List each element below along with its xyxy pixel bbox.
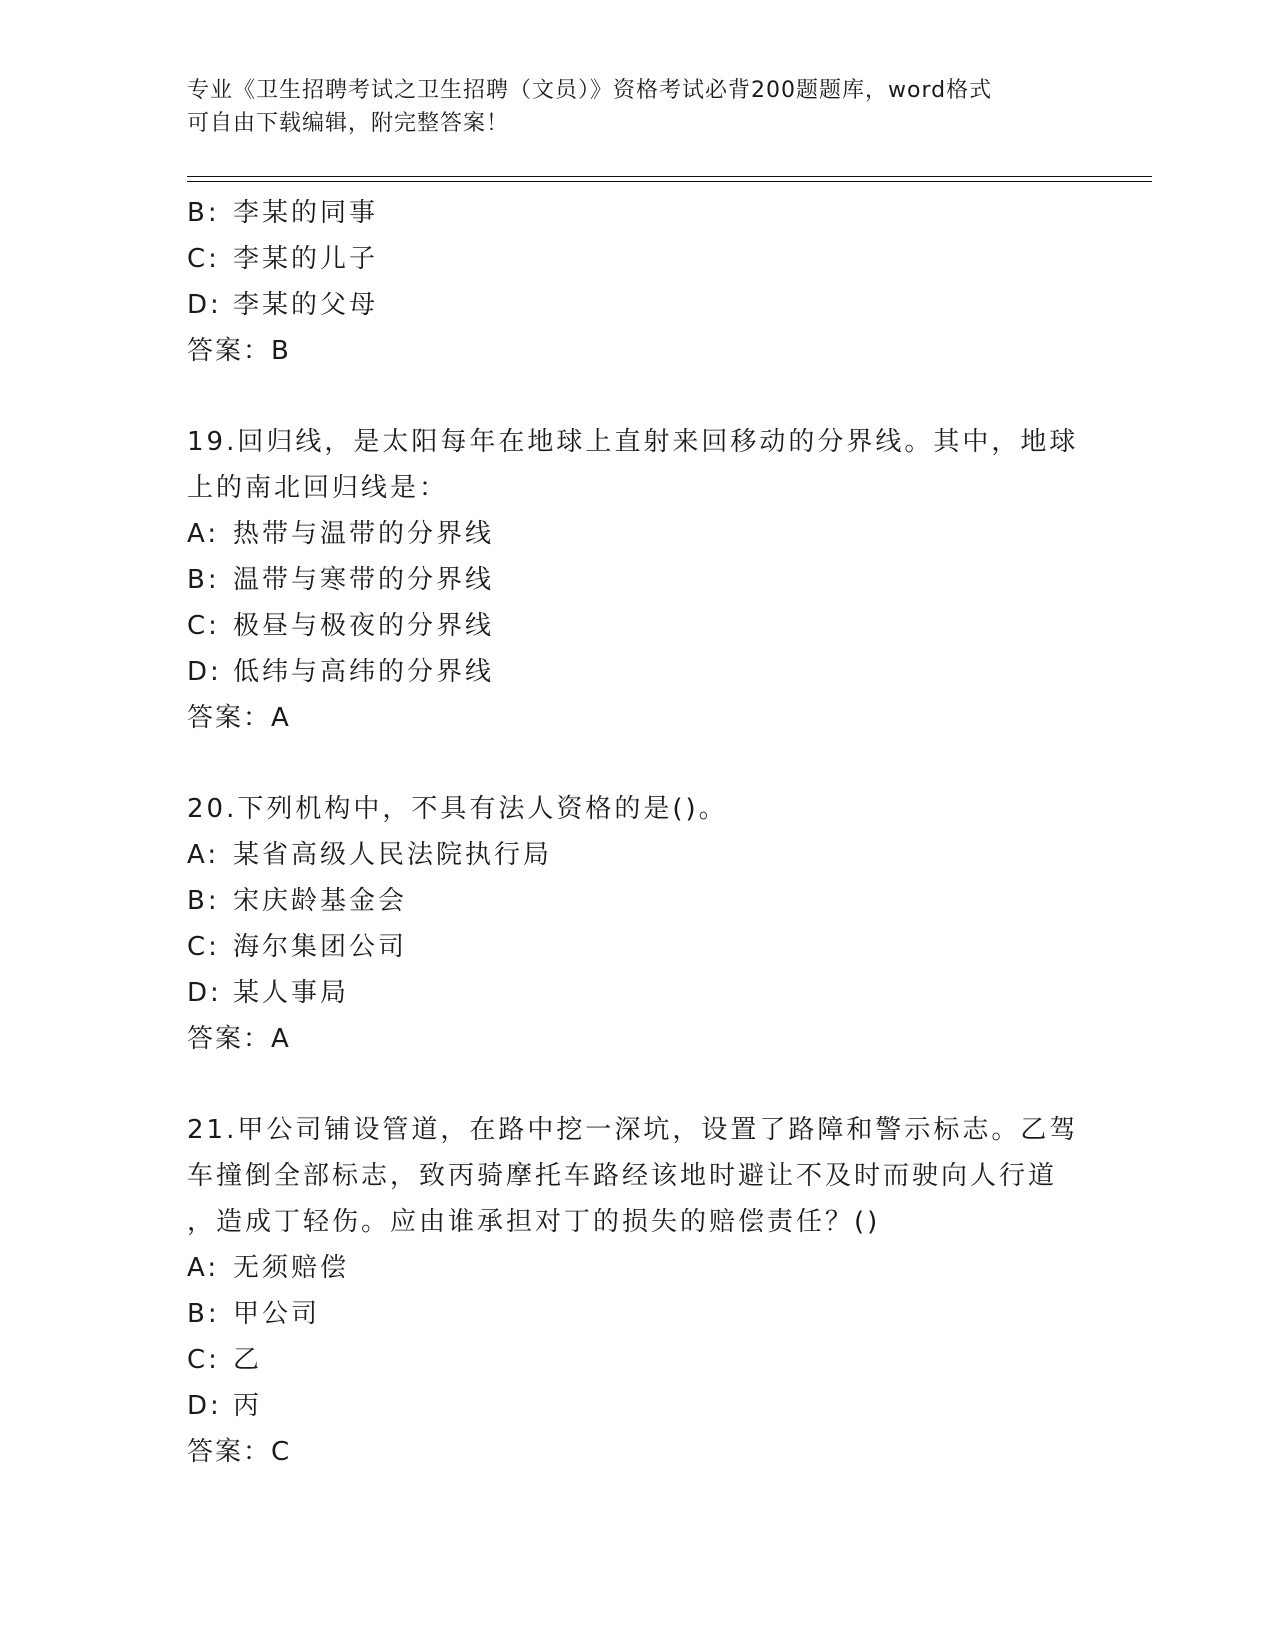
option-b [187, 557, 1087, 603]
answer-line: 答案：C [187, 1437, 292, 1467]
option-text: 低纬与高纬的分界线 [233, 657, 495, 687]
option-b [187, 1291, 1087, 1337]
spacer [187, 1062, 1087, 1107]
header-divider-bottom [187, 181, 1152, 182]
option-text: 宋庆龄基金会 [233, 886, 408, 916]
question-text-line: 19.回归线，是太阳每年在地球上直射来回移动的分界线。其中，地球 [187, 427, 1079, 457]
option-label: B: [187, 198, 220, 228]
option-label: A: [187, 840, 220, 870]
previous-question-options [187, 190, 1087, 374]
option-label: C: [187, 244, 220, 274]
option-label: B: [187, 565, 220, 595]
option-text: 热带与温带的分界线 [233, 519, 495, 549]
option-text: 李某的儿子 [233, 244, 379, 274]
question-list [187, 190, 1087, 1475]
option-text: 李某的父母 [233, 290, 379, 320]
answer-line: 答案：A [187, 1024, 291, 1054]
option-label: D: [187, 1391, 222, 1421]
question-text-line: 20.下列机构中，不具有法人资格的是()。 [187, 794, 728, 824]
option-label: A: [187, 519, 220, 549]
option-label: A: [187, 1253, 220, 1283]
spacer [187, 374, 1087, 419]
option-label: C: [187, 932, 220, 962]
option-text: 某省高级人民法院执行局 [233, 840, 553, 870]
option-d [187, 282, 1087, 328]
question-19 [187, 419, 1087, 741]
option-text: 海尔集团公司 [233, 932, 408, 962]
question-text-line: ，造成丁轻伤。应由谁承担对丁的损失的赔偿责任？() [187, 1207, 881, 1237]
option-d [187, 1383, 1087, 1429]
option-a [187, 1245, 1087, 1291]
option-label: D: [187, 657, 222, 687]
option-a [187, 832, 1087, 878]
question-21 [187, 1107, 1087, 1475]
option-b [187, 190, 1087, 236]
document-header [187, 74, 1067, 140]
option-a [187, 511, 1087, 557]
option-c [187, 603, 1087, 649]
spacer [187, 741, 1087, 786]
option-text: 无须赔偿 [233, 1253, 350, 1283]
option-label: C: [187, 611, 220, 641]
option-label: C: [187, 1345, 220, 1375]
option-label: B: [187, 886, 220, 916]
option-b [187, 878, 1087, 924]
option-text: 丙 [233, 1391, 263, 1421]
header-line-2: 可自由下载编辑，附完整答案！ [187, 111, 510, 136]
option-d [187, 649, 1087, 695]
option-label: D: [187, 978, 222, 1008]
question-text-line: 21.甲公司铺设管道，在路中挖一深坑，设置了路障和警示标志。乙驾 [187, 1115, 1079, 1145]
option-text: 极昼与极夜的分界线 [233, 611, 495, 641]
option-label: D: [187, 290, 222, 320]
question-20 [187, 786, 1087, 1062]
question-text-line: 车撞倒全部标志，致丙骑摩托车路经该地时避让不及时而驶向人行道 [187, 1161, 1058, 1191]
option-label: B: [187, 1299, 220, 1329]
answer-line: 答案：B [187, 336, 291, 366]
option-c [187, 924, 1087, 970]
option-text: 李某的同事 [233, 198, 379, 228]
option-text: 乙 [233, 1345, 263, 1375]
answer-line: 答案：A [187, 703, 291, 733]
option-text: 温带与寒带的分界线 [233, 565, 495, 595]
option-text: 某人事局 [233, 978, 350, 1008]
header-line-1: 专业《卫生招聘考试之卫生招聘（文员）》资格考试必背200题题库，word格式 [187, 78, 993, 103]
option-c [187, 236, 1087, 282]
option-c [187, 1337, 1087, 1383]
question-text-line: 上的南北回归线是： [187, 473, 449, 503]
option-text: 甲公司 [233, 1299, 321, 1329]
option-d [187, 970, 1087, 1016]
header-divider-top [187, 176, 1152, 177]
